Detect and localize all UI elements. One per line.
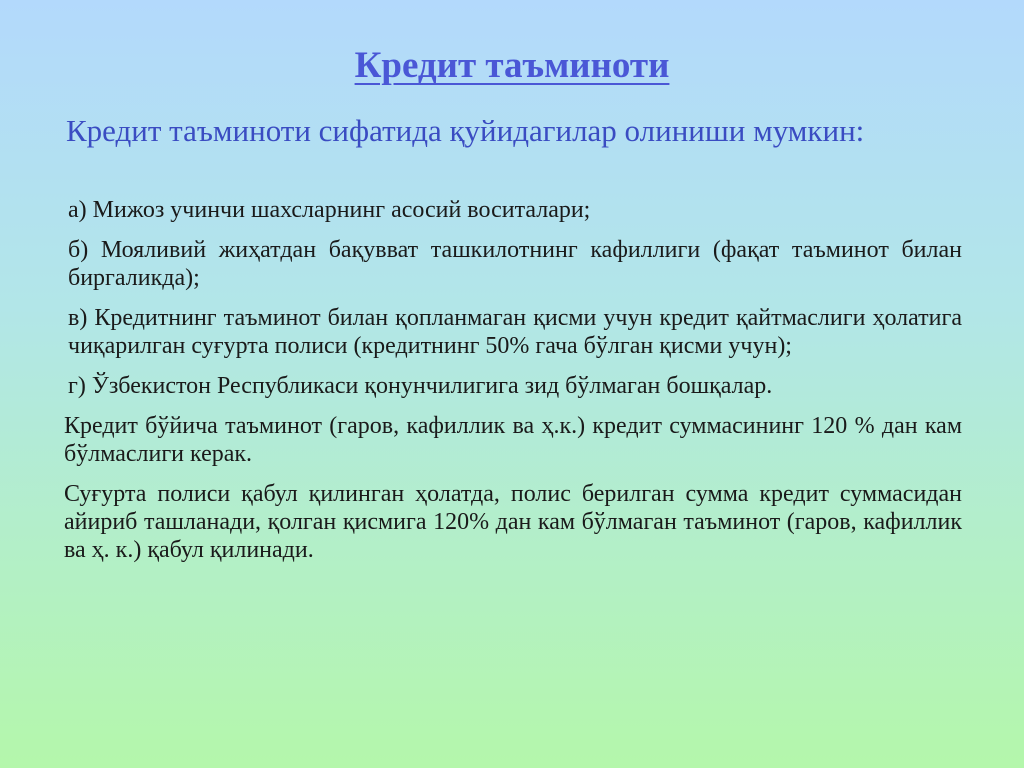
insurance-policy-paragraph: Суғурта полиси қабул қилинган ҳолатда, полис берилган сумма кредит суммасидан айириб ташланади, қолган қисмига 120% дан кам бўлмаган таъминот (гаров, кафиллик ва ҳ. к.) қабул қилинади. <box>64 481 962 563</box>
list-item-d: г) Ўзбекистон Республикаси қонунчилигига зид бўлмаган бошқалар. <box>68 373 773 399</box>
intro-paragraph: Кредит таъминоти сифатида қуйидагилар олиниши мумкин: <box>66 113 865 148</box>
collateral-requirement-paragraph: Кредит бўйича таъминот (гаров, кафиллик ва ҳ.к.) кредит суммасининг 120 % дан кам бўлмаслиги керак. <box>64 413 962 467</box>
list-item-a: а) Мижоз учинчи шахсларнинг асосий воситалари; <box>68 197 591 223</box>
slide-title: Кредит таъминоти <box>354 45 670 86</box>
slide-content <box>66 196 962 576</box>
list-item-b: б) Мояливий жиҳатдан бақувват ташкилотнинг кафиллиги (фақат таъминот билан биргаликда); <box>68 237 962 291</box>
list-item-c: в) Кредитнинг таъминот билан қопланмаган қисми учун кредит қайтмаслиги ҳолатига чиқарилган суғурта полиси (кредитнинг 50% гача бўлган қисми учун); <box>68 305 962 359</box>
